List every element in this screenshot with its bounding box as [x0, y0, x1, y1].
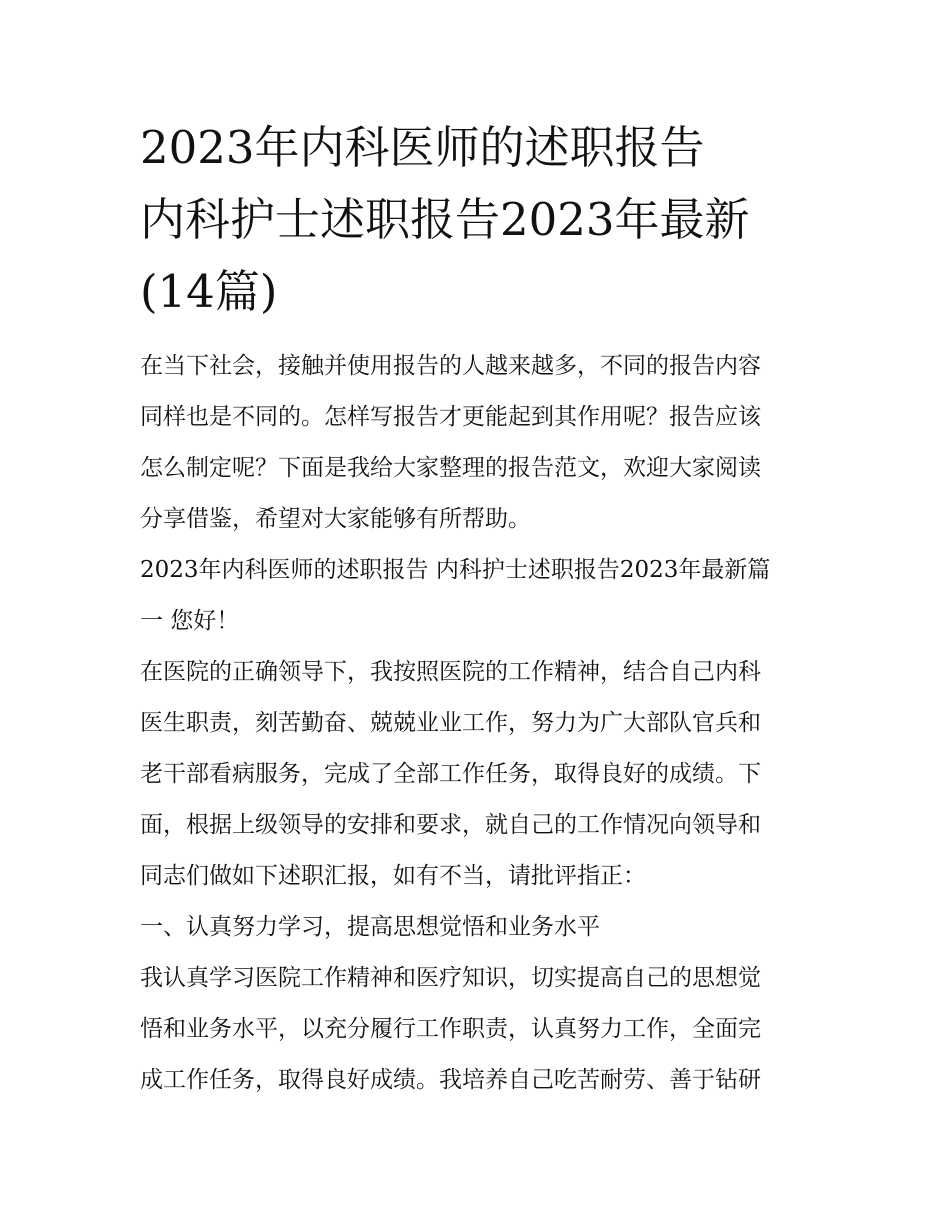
text-line: 同志们做如下述职汇报，如有不当，请批评指正：	[140, 863, 646, 889]
text-line: 一 您好！	[140, 608, 240, 634]
text-line: 我认真学习医院工作精神和医疗知识，切实提高自己的思想觉	[140, 965, 761, 991]
text-line: 2023年内科医师的述职报告 内科护士述职报告2023年最新篇	[140, 557, 771, 583]
text-line: 在当下社会，接触并使用报告的人越来越多，不同的报告内容	[140, 353, 761, 379]
text-line: 分享借鉴，希望对大家能够有所帮助。	[140, 506, 531, 532]
text-line: 悟和业务水平，以充分履行工作职责，认真努力工作，全面完	[140, 1016, 761, 1042]
study-paragraph	[140, 953, 812, 1106]
title-line: 内科护士述职报告2023年最新	[140, 193, 750, 246]
text-line: 同样也是不同的。怎样写报告才更能起到其作用呢？报告应该	[140, 404, 761, 430]
text-line: 老干部看病服务，完成了全部工作任务，取得良好的成绩。下	[140, 761, 761, 787]
intro-paragraph	[140, 341, 812, 545]
text-line: 面，根据上级领导的安排和要求，就自己的工作情况向领导和	[140, 812, 761, 838]
section-heading	[140, 545, 812, 647]
document-title	[140, 112, 812, 328]
text-line: 成工作任务，取得良好成绩。我培养自己吃苦耐劳、善于钻研	[140, 1067, 761, 1093]
title-line: 2023年内科医师的述职报告	[140, 121, 705, 174]
text-line: 医生职责，刻苦勤奋、兢兢业业工作，努力为广大部队官兵和	[140, 710, 761, 736]
text-line: 一、认真努力学习，提高思想觉悟和业务水平	[140, 914, 600, 940]
text-line: 在医院的正确领导下，我按照医院的工作精神，结合自己内科	[140, 659, 761, 685]
body-paragraph	[140, 647, 812, 902]
document-content	[140, 112, 812, 1106]
title-line: (14篇)	[140, 265, 278, 318]
text-line: 怎么制定呢？下面是我给大家整理的报告范文，欢迎大家阅读	[140, 455, 761, 481]
subheading-study	[140, 902, 812, 953]
